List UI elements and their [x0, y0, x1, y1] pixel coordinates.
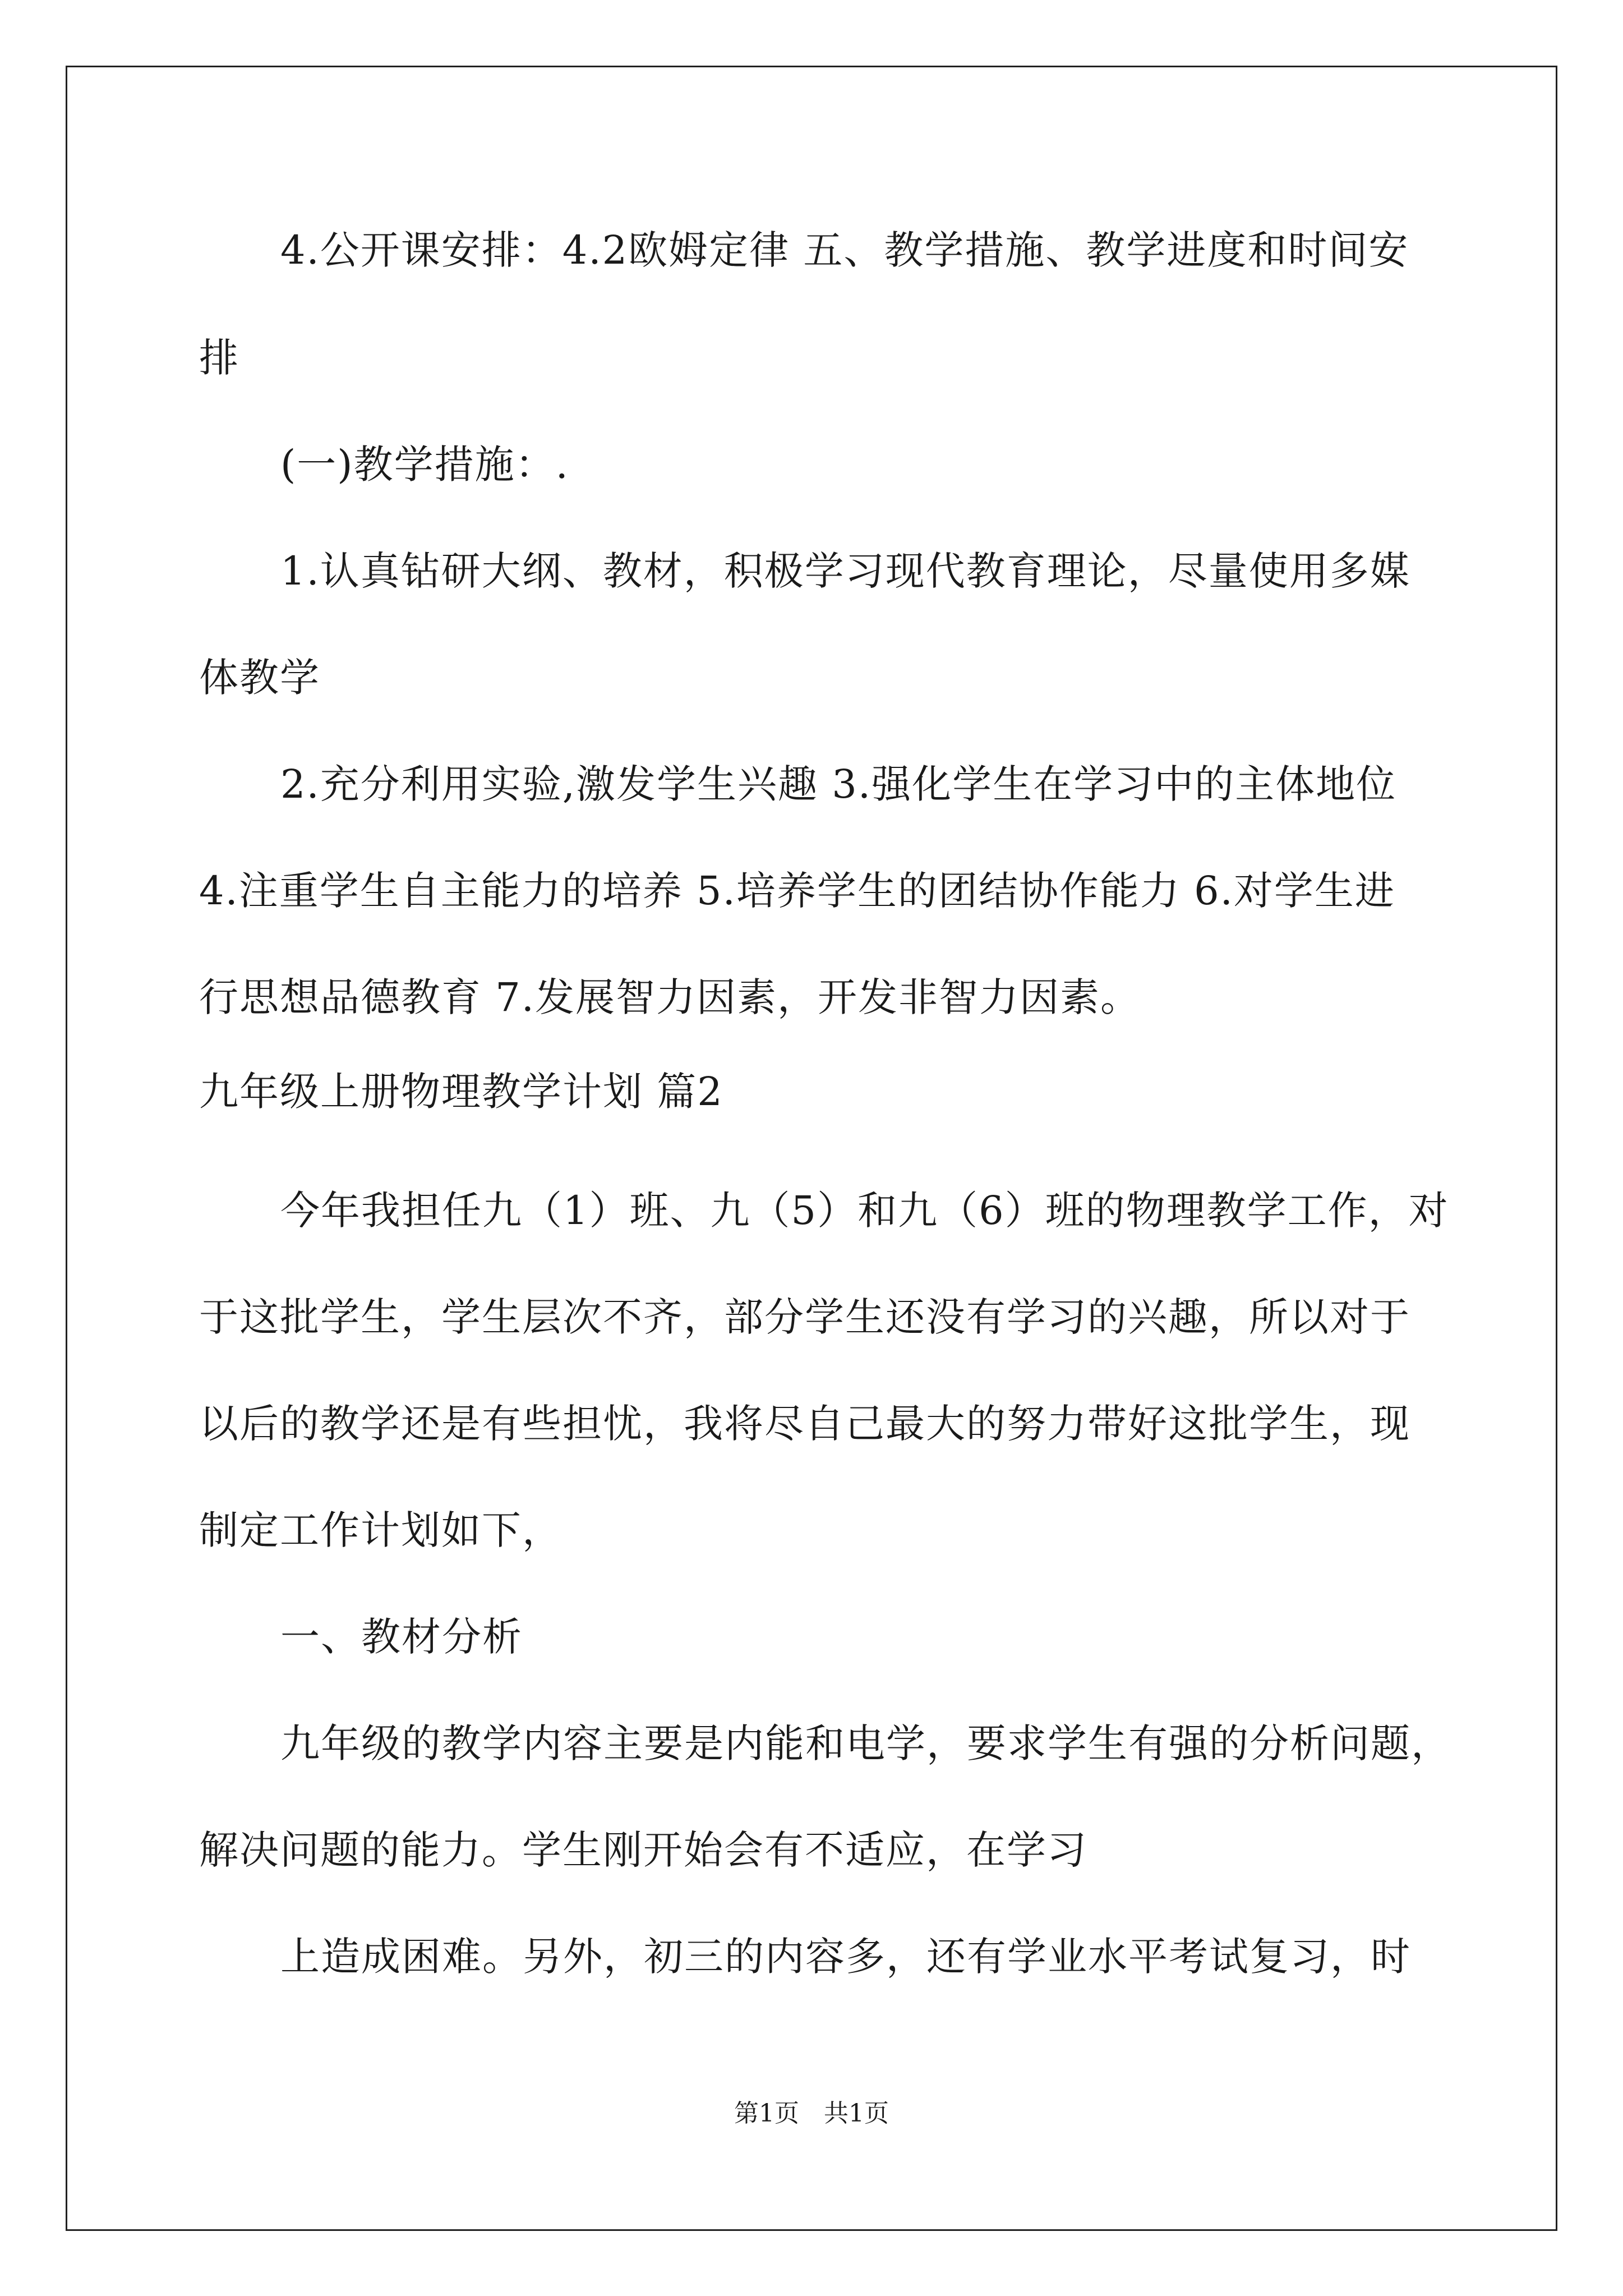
- paragraph-line: (一)教学措施：.: [280, 441, 569, 487]
- paragraph-line: 解决问题的能力。学生刚开始会有不适应，在学习: [199, 1827, 1087, 1873]
- paragraph-line: 上造成困难。另外，初三的内容多，还有学业水平考试复习，时: [280, 1934, 1411, 1980]
- paragraph-line: 制定工作计划如下，: [199, 1507, 562, 1553]
- paragraph-line: 4.注重学生自主能力的培养 5.培养学生的团结协作能力 6.对学生进: [199, 868, 1395, 914]
- paragraph-line: 九年级的教学内容主要是内能和电学，要求学生有强的分析问题，: [280, 1720, 1451, 1766]
- paragraph-line: 于这批学生，学生层次不齐，部分学生还没有学习的兴趣，所以对于: [199, 1294, 1410, 1340]
- paragraph-line: 行思想品德教育 7.发展智力因素，开发非智力因素。: [199, 974, 1141, 1020]
- paragraph-line: 4.公开课安排：4.2欧姆定律 五、教学措施、教学进度和时间安: [280, 227, 1409, 273]
- subheading: 一、教材分析: [280, 1614, 523, 1660]
- paragraph-line: 排: [199, 335, 239, 381]
- page-frame: [66, 66, 1557, 2231]
- paragraph-line: 体教学: [199, 655, 320, 701]
- paragraph-line: 以后的教学还是有些担忧，我将尽自己最大的努力带好这批学生，现: [199, 1401, 1410, 1447]
- paragraph-line: 1.认真钻研大纲、教材，积极学习现代教育理论，尽量使用多媒: [280, 548, 1410, 594]
- paragraph-line: 2.充分利用实验,激发学生兴趣 3.强化学生在学习中的主体地位: [280, 761, 1397, 807]
- section-heading: 九年级上册物理教学计划 篇2: [199, 1069, 723, 1115]
- paragraph-line: 今年我担任九（1）班、九（5）和九（6）班的物理教学工作，对: [280, 1188, 1449, 1234]
- page-number-footer: 第1页 共1页: [734, 2099, 889, 2128]
